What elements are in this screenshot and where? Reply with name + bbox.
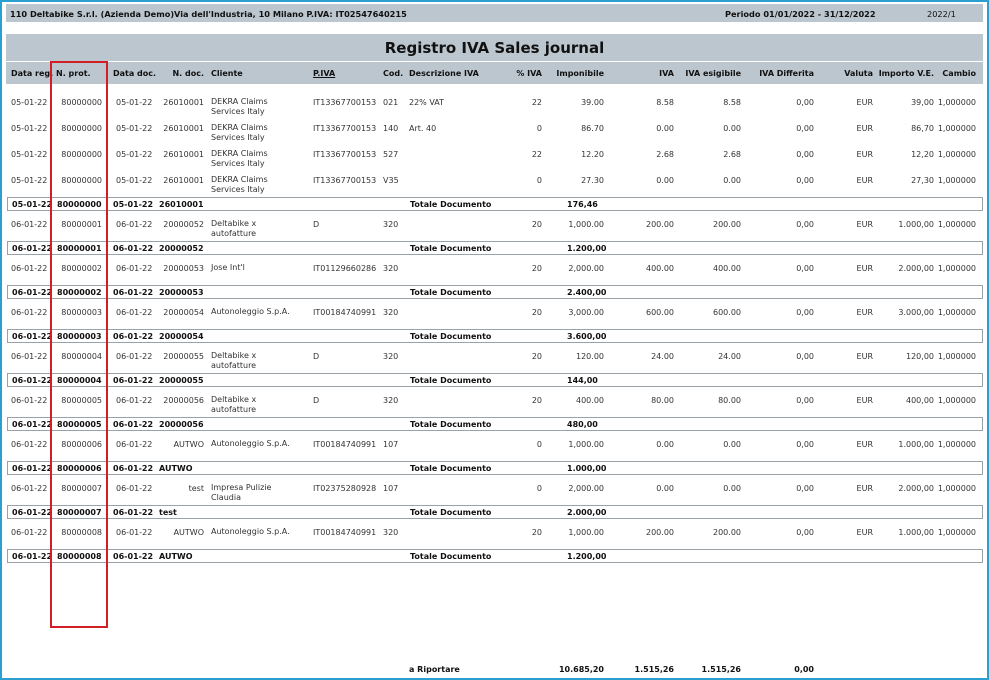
cell-perc: 20 <box>531 264 542 273</box>
col-perc-iva: % IVA <box>516 69 542 78</box>
cell-iva-esig: 200.00 <box>713 220 741 229</box>
cell-iva: 24.00 <box>651 352 674 361</box>
total-data-reg: 05-01-22 <box>12 200 53 209</box>
col-imponibile: Imponibile <box>556 69 604 78</box>
cell-iva-esig: 600.00 <box>713 308 741 317</box>
total-data-reg: 06-01-22 <box>12 376 53 385</box>
total-data-doc: 06-01-22 <box>113 464 154 473</box>
total-data-reg: 06-01-22 <box>12 244 53 253</box>
cell-n-prot: 80000000 <box>61 176 102 185</box>
col-piva: P.IVA <box>313 69 336 78</box>
cell-iva: 80.00 <box>651 396 674 405</box>
cell-importo: 12,20 <box>911 150 934 159</box>
cell-iva-diff: 0,00 <box>796 98 814 107</box>
cell-n-prot: 80000003 <box>61 308 102 317</box>
cell-n-prot: 80000006 <box>61 440 102 449</box>
table-row <box>6 389 983 415</box>
cell-piva: IT13367700153 <box>313 98 377 107</box>
cell-iva-diff: 0,00 <box>796 308 814 317</box>
cell-cambio: 1,000000 <box>937 352 976 361</box>
total-n-prot: 80000007 <box>57 508 102 517</box>
cell-n-prot: 80000004 <box>61 352 102 361</box>
cell-data-doc: 05-01-22 <box>116 124 153 133</box>
cell-piva: IT13367700153 <box>313 176 377 185</box>
cell-valuta: EUR <box>856 528 873 537</box>
cell-cliente: Autonoleggio S.p.A. <box>211 527 290 536</box>
cell-piva: IT00184740991 <box>313 528 377 537</box>
total-n-prot: 80000005 <box>57 420 102 429</box>
cell-valuta: EUR <box>856 484 873 493</box>
document-total-row <box>7 373 983 387</box>
cell-valuta: EUR <box>856 220 873 229</box>
total-data-reg: 06-01-22 <box>12 464 53 473</box>
cell-iva-diff: 0,00 <box>796 352 814 361</box>
cell-imponibile: 400.00 <box>576 396 604 405</box>
table-row <box>6 345 983 371</box>
cell-iva: 0.00 <box>656 440 674 449</box>
cell-cod: 107 <box>383 484 399 493</box>
total-label: Totale Documento <box>410 508 492 517</box>
cell-iva: 0.00 <box>656 176 674 185</box>
cell-iva-diff: 0,00 <box>796 528 814 537</box>
cell-cod: 107 <box>383 440 399 449</box>
total-amount: 1.000,00 <box>567 464 607 473</box>
cell-iva-diff: 0,00 <box>796 440 814 449</box>
total-data-doc: 05-01-22 <box>113 200 154 209</box>
cell-cambio: 1,000000 <box>937 264 976 273</box>
total-data-doc: 06-01-22 <box>113 420 154 429</box>
total-n-doc: 20000055 <box>159 376 204 385</box>
table-row <box>6 301 983 327</box>
cell-importo: 400,00 <box>906 396 934 405</box>
col-cod: Cod. <box>383 69 404 78</box>
cell-imponibile: 12.20 <box>581 150 604 159</box>
cell-data-doc: 06-01-22 <box>116 440 153 449</box>
cell-cliente: DEKRA Claims Services Italy <box>211 123 268 142</box>
col-n-prot: N. prot. <box>56 69 91 78</box>
cell-n-doc: 20000052 <box>163 220 204 229</box>
cell-perc: 0 <box>536 484 542 493</box>
cell-cod: V35 <box>383 176 399 185</box>
cell-cambio: 1,000000 <box>937 98 976 107</box>
cell-valuta: EUR <box>856 440 873 449</box>
cell-data-reg: 06-01-22 <box>11 484 48 493</box>
col-n-doc: N. doc. <box>172 69 204 78</box>
carry-forward-row <box>6 660 983 674</box>
total-amount: 144,00 <box>567 376 598 385</box>
col-cambio: Cambio <box>942 69 976 78</box>
total-data-doc: 06-01-22 <box>113 288 154 297</box>
cell-valuta: EUR <box>856 396 873 405</box>
col-iva-differita: IVA Differita <box>759 69 814 78</box>
cell-n-doc: AUTWO <box>173 528 204 537</box>
cell-iva-diff: 0,00 <box>796 484 814 493</box>
cell-cliente: DEKRA Claims Services Italy <box>211 175 268 194</box>
cell-data-doc: 05-01-22 <box>116 150 153 159</box>
cell-n-prot: 80000001 <box>61 220 102 229</box>
cell-cliente: DEKRA Claims Services Italy <box>211 97 268 116</box>
cell-iva: 0.00 <box>656 124 674 133</box>
col-cliente: Cliente <box>211 69 243 78</box>
total-n-doc: 20000053 <box>159 288 204 297</box>
table-row <box>6 477 983 503</box>
cell-cambio: 1,000000 <box>937 484 976 493</box>
total-data-doc: 06-01-22 <box>113 552 154 561</box>
cell-valuta: EUR <box>856 176 873 185</box>
cell-cambio: 1,000000 <box>937 308 976 317</box>
cell-importo: 2.000,00 <box>898 264 934 273</box>
cell-iva-esig: 0.00 <box>723 484 741 493</box>
cell-cod: 320 <box>383 528 399 537</box>
table-row <box>6 521 983 547</box>
cell-n-doc: AUTWO <box>173 440 204 449</box>
cell-cod: 320 <box>383 264 399 273</box>
total-n-prot: 80000006 <box>57 464 102 473</box>
cell-importo: 120,00 <box>906 352 934 361</box>
cell-data-doc: 06-01-22 <box>116 528 153 537</box>
total-n-prot: 80000004 <box>57 376 102 385</box>
cell-n-prot: 80000007 <box>61 484 102 493</box>
total-label: Totale Documento <box>410 332 492 341</box>
company-address: Via dell'Industria, 10 Milano P.IVA: IT02547640215 <box>174 9 407 19</box>
col-iva: IVA <box>659 69 674 78</box>
cell-iva-esig: 24.00 <box>718 352 741 361</box>
cell-cambio: 1,000000 <box>937 176 976 185</box>
cell-n-doc: 26010001 <box>163 124 204 133</box>
cell-piva: D <box>313 352 320 361</box>
cell-cod: 320 <box>383 352 399 361</box>
table-row <box>6 91 983 117</box>
cell-n-prot: 80000005 <box>61 396 102 405</box>
total-data-reg: 06-01-22 <box>12 508 53 517</box>
cell-cliente: Jose Int'l <box>211 263 245 272</box>
cell-cambio: 1,000000 <box>937 396 976 405</box>
cell-n-doc: 26010001 <box>163 176 204 185</box>
total-n-doc: AUTWO <box>159 464 193 473</box>
cell-perc: 20 <box>531 220 542 229</box>
cell-piva: IT01129660286 <box>313 264 377 273</box>
cell-n-prot: 80000000 <box>61 98 102 107</box>
cell-cliente: Autonoleggio S.p.A. <box>211 439 290 448</box>
table-row <box>6 117 983 143</box>
document-total-row <box>7 505 983 519</box>
cell-n-prot: 80000000 <box>61 124 102 133</box>
cell-perc: 22 <box>531 150 542 159</box>
cell-iva-diff: 0,00 <box>796 176 814 185</box>
total-label: Totale Documento <box>410 420 492 429</box>
total-amount: 3.600,00 <box>567 332 607 341</box>
cell-data-doc: 05-01-22 <box>116 176 153 185</box>
cell-piva: D <box>313 220 320 229</box>
cell-piva: IT00184740991 <box>313 440 377 449</box>
table-row <box>6 213 983 239</box>
cell-imponibile: 1,000.00 <box>568 220 604 229</box>
cell-data-doc: 06-01-22 <box>116 396 153 405</box>
cell-importo: 27,30 <box>911 176 934 185</box>
cell-data-doc: 06-01-22 <box>116 308 153 317</box>
cell-n-prot: 80000002 <box>61 264 102 273</box>
col-iva-esigibile: IVA esigibile <box>685 69 741 78</box>
cell-imponibile: 1,000.00 <box>568 440 604 449</box>
cell-iva-diff: 0,00 <box>796 396 814 405</box>
document-total-row <box>7 461 983 475</box>
cell-importo: 86,70 <box>911 124 934 133</box>
col-data-doc: Data doc. <box>113 69 157 78</box>
cell-cambio: 1,000000 <box>937 220 976 229</box>
total-n-prot: 80000000 <box>57 200 102 209</box>
total-n-prot: 80000002 <box>57 288 102 297</box>
cell-importo: 2.000,00 <box>898 484 934 493</box>
cell-n-doc: 20000056 <box>163 396 204 405</box>
total-data-doc: 06-01-22 <box>113 332 154 341</box>
table-row <box>6 257 983 283</box>
cell-n-doc: 26010001 <box>163 150 204 159</box>
cell-n-doc: 20000053 <box>163 264 204 273</box>
report-title-bar <box>6 34 983 63</box>
total-amount: 480,00 <box>567 420 598 429</box>
cell-iva: 200.00 <box>646 220 674 229</box>
cell-n-doc: 20000055 <box>163 352 204 361</box>
cell-valuta: EUR <box>856 150 873 159</box>
carry-forward-iva: 1.515,26 <box>634 665 674 674</box>
cell-cliente: Deltabike x autofatture <box>211 351 257 370</box>
cell-cod: 527 <box>383 150 399 159</box>
cell-iva-esig: 0.00 <box>723 124 741 133</box>
cell-imponibile: 86.70 <box>581 124 604 133</box>
total-n-doc: 20000056 <box>159 420 204 429</box>
cell-data-reg: 06-01-22 <box>11 396 48 405</box>
cell-valuta: EUR <box>856 124 873 133</box>
document-total-row <box>7 329 983 343</box>
cell-cod: 320 <box>383 220 399 229</box>
cell-data-reg: 05-01-22 <box>11 98 48 107</box>
cell-data-reg: 06-01-22 <box>11 220 48 229</box>
table-row <box>6 433 983 459</box>
cell-cambio: 1,000000 <box>937 528 976 537</box>
cell-perc: 0 <box>536 124 542 133</box>
period: Periodo 01/01/2022 - 31/12/2022 <box>725 9 876 19</box>
cell-data-doc: 05-01-22 <box>116 98 153 107</box>
cell-data-reg: 06-01-22 <box>11 528 48 537</box>
total-amount: 1.200,00 <box>567 244 607 253</box>
total-n-prot: 80000001 <box>57 244 102 253</box>
cell-iva: 8.58 <box>656 98 674 107</box>
cell-iva-diff: 0,00 <box>796 220 814 229</box>
cell-iva-diff: 0,00 <box>796 264 814 273</box>
cell-n-doc: test <box>188 484 204 493</box>
cell-data-doc: 06-01-22 <box>116 264 153 273</box>
total-n-prot: 80000008 <box>57 552 102 561</box>
cell-data-reg: 05-01-22 <box>11 150 48 159</box>
document-total-row <box>7 197 983 211</box>
total-amount: 2.000,00 <box>567 508 607 517</box>
cell-imponibile: 39.00 <box>581 98 604 107</box>
carry-forward-iva-differita: 0,00 <box>794 665 814 674</box>
cell-n-prot: 80000008 <box>61 528 102 537</box>
total-n-doc: 26010001 <box>159 200 204 209</box>
total-label: Totale Documento <box>410 376 492 385</box>
cell-cliente: Deltabike x autofatture <box>211 395 257 414</box>
cell-iva-esig: 0.00 <box>723 440 741 449</box>
cell-data-reg: 06-01-22 <box>11 352 48 361</box>
cell-iva-esig: 400.00 <box>713 264 741 273</box>
cell-piva: D <box>313 396 320 405</box>
cell-cliente: Autonoleggio S.p.A. <box>211 307 290 316</box>
total-label: Totale Documento <box>410 464 492 473</box>
cell-imponibile: 3,000.00 <box>568 308 604 317</box>
cell-cliente: Impresa Pulizie Claudia <box>211 483 272 502</box>
cell-data-doc: 06-01-22 <box>116 220 153 229</box>
cell-valuta: EUR <box>856 264 873 273</box>
cell-cliente: DEKRA Claims Services Italy <box>211 149 268 168</box>
table-row <box>6 143 983 169</box>
cell-imponibile: 1,000.00 <box>568 528 604 537</box>
cell-data-reg: 06-01-22 <box>11 308 48 317</box>
cell-data-reg: 05-01-22 <box>11 176 48 185</box>
cell-iva: 600.00 <box>646 308 674 317</box>
total-n-doc: 20000052 <box>159 244 204 253</box>
cell-piva: IT13367700153 <box>313 150 377 159</box>
carry-forward-label: a Riportare <box>409 665 460 674</box>
cell-piva: IT00184740991 <box>313 308 377 317</box>
cell-descr: Art. 40 <box>409 124 437 133</box>
total-label: Totale Documento <box>410 552 492 561</box>
cell-iva-esig: 2.68 <box>723 150 741 159</box>
cell-cod: 021 <box>383 98 399 107</box>
cell-importo: 1.000,00 <box>898 440 934 449</box>
cell-valuta: EUR <box>856 98 873 107</box>
cell-imponibile: 2,000.00 <box>568 264 604 273</box>
cell-iva: 200.00 <box>646 528 674 537</box>
total-label: Totale Documento <box>410 288 492 297</box>
cell-importo: 3.000,00 <box>898 308 934 317</box>
total-n-prot: 80000003 <box>57 332 102 341</box>
cell-data-doc: 06-01-22 <box>116 484 153 493</box>
report-title: Registro IVA Sales journal <box>384 39 605 57</box>
cell-data-reg: 06-01-22 <box>11 440 48 449</box>
total-label: Totale Documento <box>410 244 492 253</box>
total-data-doc: 06-01-22 <box>113 508 154 517</box>
cell-n-prot: 80000000 <box>61 150 102 159</box>
document-total-row <box>7 285 983 299</box>
cell-n-doc: 26010001 <box>163 98 204 107</box>
cell-imponibile: 2,000.00 <box>568 484 604 493</box>
total-data-reg: 06-01-22 <box>12 332 53 341</box>
table-row <box>6 169 983 195</box>
column-header-row <box>6 62 983 84</box>
cell-iva-diff: 0,00 <box>796 124 814 133</box>
col-valuta: Valuta <box>844 69 873 78</box>
company-header-bar <box>6 4 983 22</box>
total-amount: 176,46 <box>567 200 598 209</box>
cell-perc: 20 <box>531 352 542 361</box>
company-name: 110 Deltabike S.r.l. (Azienda Demo) <box>10 9 175 19</box>
cell-cambio: 1,000000 <box>937 440 976 449</box>
total-data-reg: 06-01-22 <box>12 420 53 429</box>
cell-piva: IT13367700153 <box>313 124 377 133</box>
cell-iva: 400.00 <box>646 264 674 273</box>
cell-cod: 320 <box>383 396 399 405</box>
total-data-doc: 06-01-22 <box>113 376 154 385</box>
cell-cambio: 1,000000 <box>937 124 976 133</box>
col-data-reg: Data reg. <box>11 69 54 78</box>
cell-perc: 20 <box>531 308 542 317</box>
total-amount: 1.200,00 <box>567 552 607 561</box>
cell-descr: 22% VAT <box>409 98 445 107</box>
col-descrizione-iva: Descrizione IVA <box>409 69 479 78</box>
col-importo-ve: Importo V.E. <box>878 69 934 78</box>
total-data-doc: 06-01-22 <box>113 244 154 253</box>
cell-iva: 2.68 <box>656 150 674 159</box>
cell-data-reg: 05-01-22 <box>11 124 48 133</box>
cell-valuta: EUR <box>856 352 873 361</box>
cell-iva-esig: 200.00 <box>713 528 741 537</box>
cell-cod: 140 <box>383 124 399 133</box>
cell-perc: 20 <box>531 396 542 405</box>
cell-n-doc: 20000054 <box>163 308 204 317</box>
cell-iva-esig: 0.00 <box>723 176 741 185</box>
document-total-row <box>7 241 983 255</box>
total-amount: 2.400,00 <box>567 288 607 297</box>
cell-importo: 1.000,00 <box>898 220 934 229</box>
cell-perc: 0 <box>536 176 542 185</box>
carry-forward-imponibile: 10.685,20 <box>558 665 604 674</box>
cell-perc: 20 <box>531 528 542 537</box>
document-total-row <box>7 549 983 563</box>
cell-importo: 1.000,00 <box>898 528 934 537</box>
cell-importo: 39,00 <box>911 98 934 107</box>
total-data-reg: 06-01-22 <box>12 552 53 561</box>
document-total-row <box>7 417 983 431</box>
cell-data-doc: 06-01-22 <box>116 352 153 361</box>
total-n-doc: AUTWO <box>159 552 193 561</box>
cell-piva: IT02375280928 <box>313 484 377 493</box>
cell-iva-esig: 80.00 <box>718 396 741 405</box>
cell-cliente: Deltabike x autofatture <box>211 219 257 238</box>
cell-iva: 0.00 <box>656 484 674 493</box>
cell-perc: 22 <box>531 98 542 107</box>
cell-valuta: EUR <box>856 308 873 317</box>
total-n-doc: 20000054 <box>159 332 204 341</box>
total-data-reg: 06-01-22 <box>12 288 53 297</box>
cell-iva-diff: 0,00 <box>796 150 814 159</box>
page-number: 2022/1 <box>927 9 956 19</box>
total-label: Totale Documento <box>410 200 492 209</box>
cell-imponibile: 27.30 <box>581 176 604 185</box>
cell-imponibile: 120.00 <box>576 352 604 361</box>
cell-cambio: 1,000000 <box>937 150 976 159</box>
cell-data-reg: 06-01-22 <box>11 264 48 273</box>
cell-iva-esig: 8.58 <box>723 98 741 107</box>
cell-cod: 320 <box>383 308 399 317</box>
total-n-doc: test <box>159 508 177 517</box>
carry-forward-iva-esigibile: 1.515,26 <box>701 665 741 674</box>
cell-perc: 0 <box>536 440 542 449</box>
